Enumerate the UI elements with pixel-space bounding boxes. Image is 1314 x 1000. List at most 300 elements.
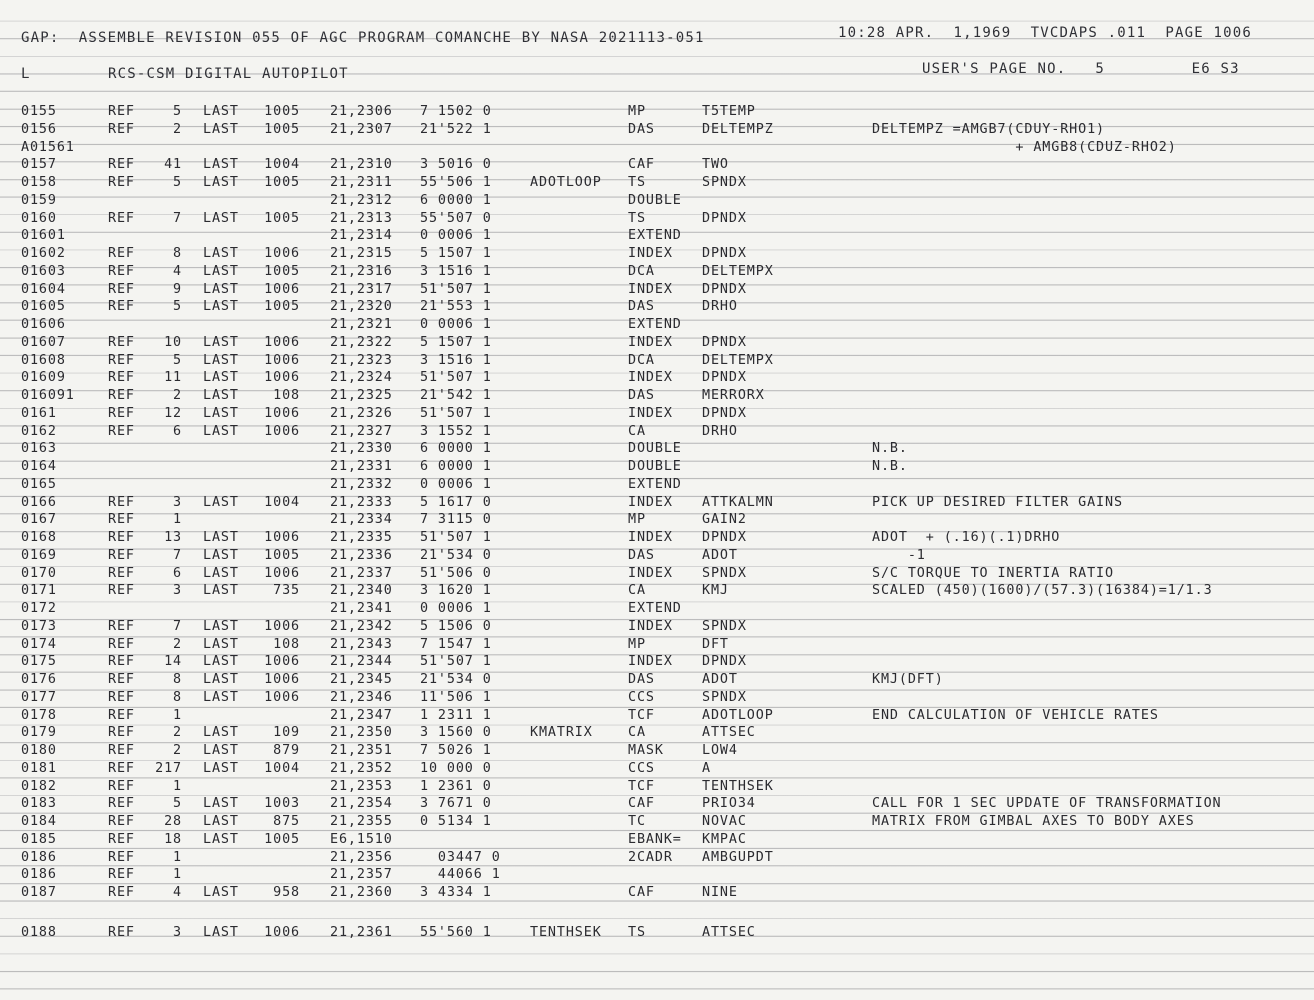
listing-row — [0, 495, 1314, 513]
listing-row — [0, 530, 1314, 548]
sequence-number: 01606 — [21, 317, 66, 332]
sequence-number: 0175 — [21, 654, 57, 670]
octal-code: 51'507 1 — [420, 281, 492, 297]
opcode: CAF — [628, 885, 655, 900]
operand: DRHO — [702, 423, 738, 439]
last-page: 1006 — [264, 672, 300, 687]
operand: SPNDX — [702, 175, 747, 190]
header-title: GAP: ASSEMBLE REVISION 055 OF AGC PROGRAM COMANCHE BY NASA 2021113-051 — [21, 30, 705, 46]
ref-count: 1 — [173, 707, 182, 723]
ref-count: 1 — [173, 778, 182, 794]
ref-count: 9 — [173, 281, 182, 297]
octal-code: 7 1547 1 — [420, 636, 492, 652]
last-keyword: LAST — [203, 530, 239, 545]
sequence-number: 0184 — [21, 814, 57, 829]
opcode: DOUBLE — [628, 441, 682, 457]
opcode: TCF — [628, 778, 655, 794]
octal-code: 55'507 0 — [420, 210, 492, 226]
sequence-number: 0177 — [21, 689, 57, 705]
octal-code: 0 0006 1 — [420, 476, 492, 492]
sequence-number: 0173 — [21, 618, 57, 634]
ref-keyword: REF — [108, 618, 135, 634]
last-page: 1005 — [264, 263, 300, 279]
sequence-number: 0161 — [21, 405, 57, 421]
ref-count: 41 — [164, 157, 182, 173]
memory-address: 21,2350 — [330, 725, 393, 741]
operand: ATTSEC — [702, 924, 756, 940]
opcode: INDEX — [628, 370, 673, 386]
listing-row — [0, 264, 1314, 282]
listing-row — [0, 885, 1314, 903]
listing-row — [0, 353, 1314, 371]
sequence-number: 016091 — [21, 388, 75, 403]
opcode: INDEX — [628, 281, 673, 297]
last-keyword: LAST — [203, 743, 239, 758]
sequence-number: 01609 — [21, 370, 66, 386]
ref-count: 28 — [164, 814, 182, 829]
opcode: INDEX — [628, 654, 673, 670]
opcode: TS — [628, 175, 646, 190]
octal-code: 11'506 1 — [420, 689, 492, 705]
opcode: TS — [628, 210, 646, 226]
last-keyword: LAST — [203, 246, 239, 261]
last-keyword: LAST — [203, 672, 239, 687]
listing-row — [0, 690, 1314, 708]
ref-keyword: REF — [108, 867, 135, 883]
ref-keyword: REF — [108, 157, 135, 173]
symbol-label: TENTHSEK — [530, 924, 602, 940]
last-page: 1005 — [264, 121, 300, 137]
operand: ADOTLOOP — [702, 707, 774, 723]
operand: KMPAC — [702, 831, 747, 847]
last-keyword: LAST — [203, 370, 239, 386]
memory-address: 21,2335 — [330, 530, 393, 545]
ref-keyword: REF — [108, 796, 135, 812]
memory-address: 21,2347 — [330, 707, 393, 723]
sequence-number: 0165 — [21, 476, 57, 492]
opcode: INDEX — [628, 494, 673, 510]
ref-count: 7 — [173, 547, 182, 563]
comment: S/C TORQUE TO INERTIA RATIO — [872, 565, 1114, 581]
sequence-number: 0166 — [21, 494, 57, 510]
listing-row — [0, 654, 1314, 672]
operand: PRIO34 — [702, 796, 756, 812]
ref-keyword: REF — [108, 121, 135, 137]
memory-address: 21,2351 — [330, 743, 393, 758]
memory-address: 21,2323 — [330, 352, 393, 368]
octal-code: 1 2361 0 — [420, 778, 492, 794]
sequence-number: 0155 — [21, 104, 57, 119]
sequence-number: 0179 — [21, 725, 57, 741]
ref-keyword: REF — [108, 547, 135, 563]
memory-address: 21,2314 — [330, 228, 393, 244]
sequence-number: 0187 — [21, 885, 57, 900]
last-page: 1006 — [264, 405, 300, 421]
last-page: 1006 — [264, 246, 300, 261]
listing-row — [0, 140, 1314, 158]
memory-address: 21,2306 — [330, 104, 393, 119]
last-keyword: LAST — [203, 725, 239, 741]
memory-address: 21,2352 — [330, 760, 393, 776]
ref-count: 13 — [164, 530, 182, 545]
last-page: 108 — [273, 636, 300, 652]
last-page: 958 — [273, 885, 300, 900]
memory-address: 21,2321 — [330, 317, 393, 332]
ref-count: 1 — [173, 849, 182, 865]
listing-row — [0, 122, 1314, 140]
octal-code: 5 1617 0 — [420, 494, 492, 510]
listing-row — [0, 406, 1314, 424]
ref-keyword: REF — [108, 370, 135, 386]
operand: DPNDX — [702, 370, 747, 386]
last-keyword: LAST — [203, 494, 239, 510]
octal-code: 55'560 1 — [420, 924, 492, 940]
operand: SPNDX — [702, 565, 747, 581]
operand: ADOT — [702, 547, 738, 563]
sequence-number: 0167 — [21, 512, 57, 528]
last-page: 1006 — [264, 281, 300, 297]
sequence-number: 0159 — [21, 192, 57, 208]
listing-row — [0, 459, 1314, 477]
header-user-page: USER'S PAGE NO. 5 E6 S3 — [922, 61, 1240, 77]
last-keyword: LAST — [203, 885, 239, 900]
ref-count: 8 — [173, 246, 182, 261]
ref-keyword: REF — [108, 405, 135, 421]
opcode: DCA — [628, 263, 655, 279]
opcode: INDEX — [628, 246, 673, 261]
operand: DFT — [702, 636, 729, 652]
last-page: 1006 — [264, 618, 300, 634]
sequence-number: 01607 — [21, 334, 66, 350]
last-keyword: LAST — [203, 281, 239, 297]
ref-keyword: REF — [108, 924, 135, 940]
ref-count: 4 — [173, 885, 182, 900]
listing-row — [0, 317, 1314, 335]
operand: DELTEMPZ — [702, 121, 774, 137]
comment: KMJ(DFT) — [872, 672, 944, 687]
operand: SPNDX — [702, 689, 747, 705]
sequence-number: 0183 — [21, 796, 57, 812]
ref-keyword: REF — [108, 583, 135, 599]
operand: DPNDX — [702, 281, 747, 297]
ref-count: 7 — [173, 210, 182, 226]
last-keyword: LAST — [203, 618, 239, 634]
last-page: 108 — [273, 388, 300, 403]
sequence-number: 0162 — [21, 423, 57, 439]
opcode: INDEX — [628, 405, 673, 421]
sequence-number: 01604 — [21, 281, 66, 297]
listing-row — [0, 211, 1314, 229]
ref-count: 5 — [173, 175, 182, 190]
last-keyword: LAST — [203, 689, 239, 705]
listing-row — [0, 925, 1314, 943]
comment: -1 — [872, 547, 926, 563]
opcode: DCA — [628, 352, 655, 368]
memory-address: 21,2312 — [330, 192, 393, 208]
opcode: DOUBLE — [628, 459, 682, 474]
opcode: CA — [628, 725, 646, 741]
operand: DPNDX — [702, 654, 747, 670]
memory-address: 21,2354 — [330, 796, 393, 812]
listing-row — [0, 743, 1314, 761]
memory-address: 21,2340 — [330, 583, 393, 599]
octal-code: 51'507 1 — [420, 405, 492, 421]
last-keyword: LAST — [203, 175, 239, 190]
sequence-number: 0186 — [21, 867, 57, 883]
ref-keyword: REF — [108, 831, 135, 847]
opcode: DAS — [628, 121, 655, 137]
listing-row — [0, 850, 1314, 868]
ref-count: 5 — [173, 796, 182, 812]
sequence-number: 0181 — [21, 760, 57, 776]
opcode: INDEX — [628, 618, 673, 634]
ref-count: 6 — [173, 423, 182, 439]
ref-keyword: REF — [108, 654, 135, 670]
ref-count: 3 — [173, 494, 182, 510]
sequence-number: 0160 — [21, 210, 57, 226]
ref-count: 2 — [173, 636, 182, 652]
memory-address: 21,2342 — [330, 618, 393, 634]
ref-keyword: REF — [108, 494, 135, 510]
ref-count: 5 — [173, 299, 182, 315]
listing-row — [0, 832, 1314, 850]
listing-row — [0, 175, 1314, 193]
operand: ADOT — [702, 672, 738, 687]
operand: ATTKALMN — [702, 494, 774, 510]
memory-address: 21,2346 — [330, 689, 393, 705]
octal-code: 44066 1 — [420, 867, 501, 883]
memory-address: 21,2331 — [330, 459, 393, 474]
last-page: 1006 — [264, 924, 300, 940]
octal-code: 3 1560 0 — [420, 725, 492, 741]
octal-code: 3 1620 1 — [420, 583, 492, 599]
header-date-page: 10:28 APR. 1,1969 TVCDAPS .011 PAGE 1006 — [838, 25, 1253, 41]
sequence-number: 01601 — [21, 228, 66, 244]
listing-row — [0, 157, 1314, 175]
sequence-number: 0174 — [21, 636, 57, 652]
operand: DPNDX — [702, 405, 747, 421]
sequence-number: 0188 — [21, 924, 57, 940]
memory-address: E6,1510 — [330, 831, 393, 847]
octal-code: 3 5016 0 — [420, 157, 492, 173]
ref-keyword: REF — [108, 299, 135, 315]
last-page: 1005 — [264, 547, 300, 563]
ref-keyword: REF — [108, 689, 135, 705]
operand: TWO — [702, 157, 729, 173]
ref-count: 6 — [173, 565, 182, 581]
last-keyword: LAST — [203, 796, 239, 812]
ref-count: 1 — [173, 512, 182, 528]
memory-address: 21,2307 — [330, 121, 393, 137]
ref-count: 7 — [173, 618, 182, 634]
memory-address: 21,2324 — [330, 370, 393, 386]
octal-code: 55'506 1 — [420, 175, 492, 190]
memory-address: 21,2336 — [330, 547, 393, 563]
listing-row — [0, 246, 1314, 264]
last-keyword: LAST — [203, 299, 239, 315]
ref-keyword: REF — [108, 672, 135, 687]
ref-count: 18 — [164, 831, 182, 847]
ref-count: 5 — [173, 104, 182, 119]
ref-keyword: REF — [108, 246, 135, 261]
ref-keyword: REF — [108, 104, 135, 119]
last-keyword: LAST — [203, 405, 239, 421]
comment: N.B. — [872, 441, 908, 457]
opcode: CCS — [628, 689, 655, 705]
comment: + AMGB8(CDUZ-RHO2) — [872, 139, 1177, 155]
ref-keyword: REF — [108, 814, 135, 829]
last-keyword: LAST — [203, 565, 239, 581]
octal-code: 6 0000 1 — [420, 441, 492, 457]
opcode: CA — [628, 583, 646, 599]
ref-count: 2 — [173, 743, 182, 758]
last-page: 1006 — [264, 689, 300, 705]
listing-row — [0, 441, 1314, 459]
ref-count: 4 — [173, 263, 182, 279]
memory-address: 21,2322 — [330, 334, 393, 350]
last-keyword: LAST — [203, 760, 239, 776]
operand: DRHO — [702, 299, 738, 315]
listing-row — [0, 566, 1314, 584]
listing-row — [0, 335, 1314, 353]
ref-count: 1 — [173, 867, 182, 883]
last-page: 735 — [273, 583, 300, 599]
sequence-number: 0163 — [21, 441, 57, 457]
last-keyword: LAST — [203, 423, 239, 439]
opcode: CCS — [628, 760, 655, 776]
opcode: DAS — [628, 672, 655, 687]
ref-keyword: REF — [108, 352, 135, 368]
ref-count: 2 — [173, 725, 182, 741]
last-keyword: LAST — [203, 814, 239, 829]
listing-row — [0, 796, 1314, 814]
last-keyword: LAST — [203, 831, 239, 847]
octal-code: 21'534 0 — [420, 547, 492, 563]
opcode: TCF — [628, 707, 655, 723]
last-page: 1006 — [264, 334, 300, 350]
last-keyword: LAST — [203, 636, 239, 652]
comment: CALL FOR 1 SEC UPDATE OF TRANSFORMATION — [872, 796, 1222, 812]
ref-keyword: REF — [108, 707, 135, 723]
opcode: TS — [628, 924, 646, 940]
octal-code: 51'507 1 — [420, 654, 492, 670]
operand: DPNDX — [702, 334, 747, 350]
operand: DELTEMPX — [702, 352, 774, 368]
opcode: EXTEND — [628, 601, 682, 616]
ref-keyword: REF — [108, 210, 135, 226]
sequence-number: 0169 — [21, 547, 57, 563]
comment: PICK UP DESIRED FILTER GAINS — [872, 494, 1123, 510]
listing-row — [0, 388, 1314, 406]
last-keyword: LAST — [203, 388, 239, 403]
ref-count: 12 — [164, 405, 182, 421]
ref-keyword: REF — [108, 281, 135, 297]
octal-code: 3 1516 1 — [420, 352, 492, 368]
opcode: EXTEND — [628, 228, 682, 244]
operand: NOVAC — [702, 814, 747, 829]
memory-address: 21,2345 — [330, 672, 393, 687]
ref-count: 8 — [173, 672, 182, 687]
octal-code: 21'534 0 — [420, 672, 492, 687]
sequence-number: A01561 — [21, 139, 75, 155]
last-keyword: LAST — [203, 210, 239, 226]
sequence-number: 01602 — [21, 246, 66, 261]
opcode: CAF — [628, 796, 655, 812]
octal-code: 51'506 0 — [420, 565, 492, 581]
operand: A — [702, 760, 711, 776]
last-keyword: LAST — [203, 924, 239, 940]
ref-count: 3 — [173, 924, 182, 940]
last-page: 1006 — [264, 565, 300, 581]
last-page: 1005 — [264, 175, 300, 190]
memory-address: 21,2356 — [330, 849, 393, 865]
memory-address: 21,2320 — [330, 299, 393, 315]
octal-code: 3 1552 1 — [420, 423, 492, 439]
memory-address: 21,2317 — [330, 281, 393, 297]
sequence-number: 01608 — [21, 352, 66, 368]
listing-row — [0, 299, 1314, 317]
comment: DELTEMPZ =AMGB7(CDUY-RHO1) — [872, 121, 1106, 137]
memory-address: 21,2337 — [330, 565, 393, 581]
sequence-number: 01603 — [21, 263, 66, 279]
ref-keyword: REF — [108, 530, 135, 545]
ref-count: 8 — [173, 689, 182, 705]
opcode: 2CADR — [628, 849, 673, 865]
listing-row — [0, 779, 1314, 797]
opcode: TC — [628, 814, 646, 829]
opcode: MP — [628, 104, 646, 119]
octal-code: 0 0006 1 — [420, 601, 492, 616]
octal-code: 5 1506 0 — [420, 618, 492, 634]
opcode: INDEX — [628, 334, 673, 350]
memory-address: 21,2316 — [330, 263, 393, 279]
listing-row — [0, 725, 1314, 743]
sequence-number: 0186 — [21, 849, 57, 865]
operand: MERRORX — [702, 388, 765, 403]
octal-code: 21'542 1 — [420, 388, 492, 403]
memory-address: 21,2311 — [330, 175, 393, 190]
listing-row — [0, 477, 1314, 495]
ref-keyword: REF — [108, 388, 135, 403]
last-page: 1004 — [264, 760, 300, 776]
sequence-number: 0164 — [21, 459, 57, 474]
listing-row — [0, 601, 1314, 619]
last-keyword: LAST — [203, 121, 239, 137]
ref-count: 11 — [164, 370, 182, 386]
listing-row — [0, 548, 1314, 566]
last-page: 1005 — [264, 299, 300, 315]
listing-row — [0, 282, 1314, 300]
ref-count: 5 — [173, 352, 182, 368]
memory-address: 21,2332 — [330, 476, 393, 492]
last-page: 1006 — [264, 423, 300, 439]
opcode: DAS — [628, 388, 655, 403]
memory-address: 21,2357 — [330, 867, 393, 883]
listing-row — [0, 637, 1314, 655]
comment: SCALED (450)(1600)/(57.3)(16384)=1/1.3 — [872, 583, 1213, 599]
ref-count: 14 — [164, 654, 182, 670]
listing-row — [0, 512, 1314, 530]
last-page: 1003 — [264, 796, 300, 812]
memory-address: 21,2355 — [330, 814, 393, 829]
last-page: 1004 — [264, 157, 300, 173]
last-page: 879 — [273, 743, 300, 758]
octal-code: 5 1507 1 — [420, 246, 492, 261]
memory-address: 21,2341 — [330, 601, 393, 616]
octal-code: 0 0006 1 — [420, 317, 492, 332]
opcode: EXTEND — [628, 476, 682, 492]
listing-row — [0, 761, 1314, 779]
